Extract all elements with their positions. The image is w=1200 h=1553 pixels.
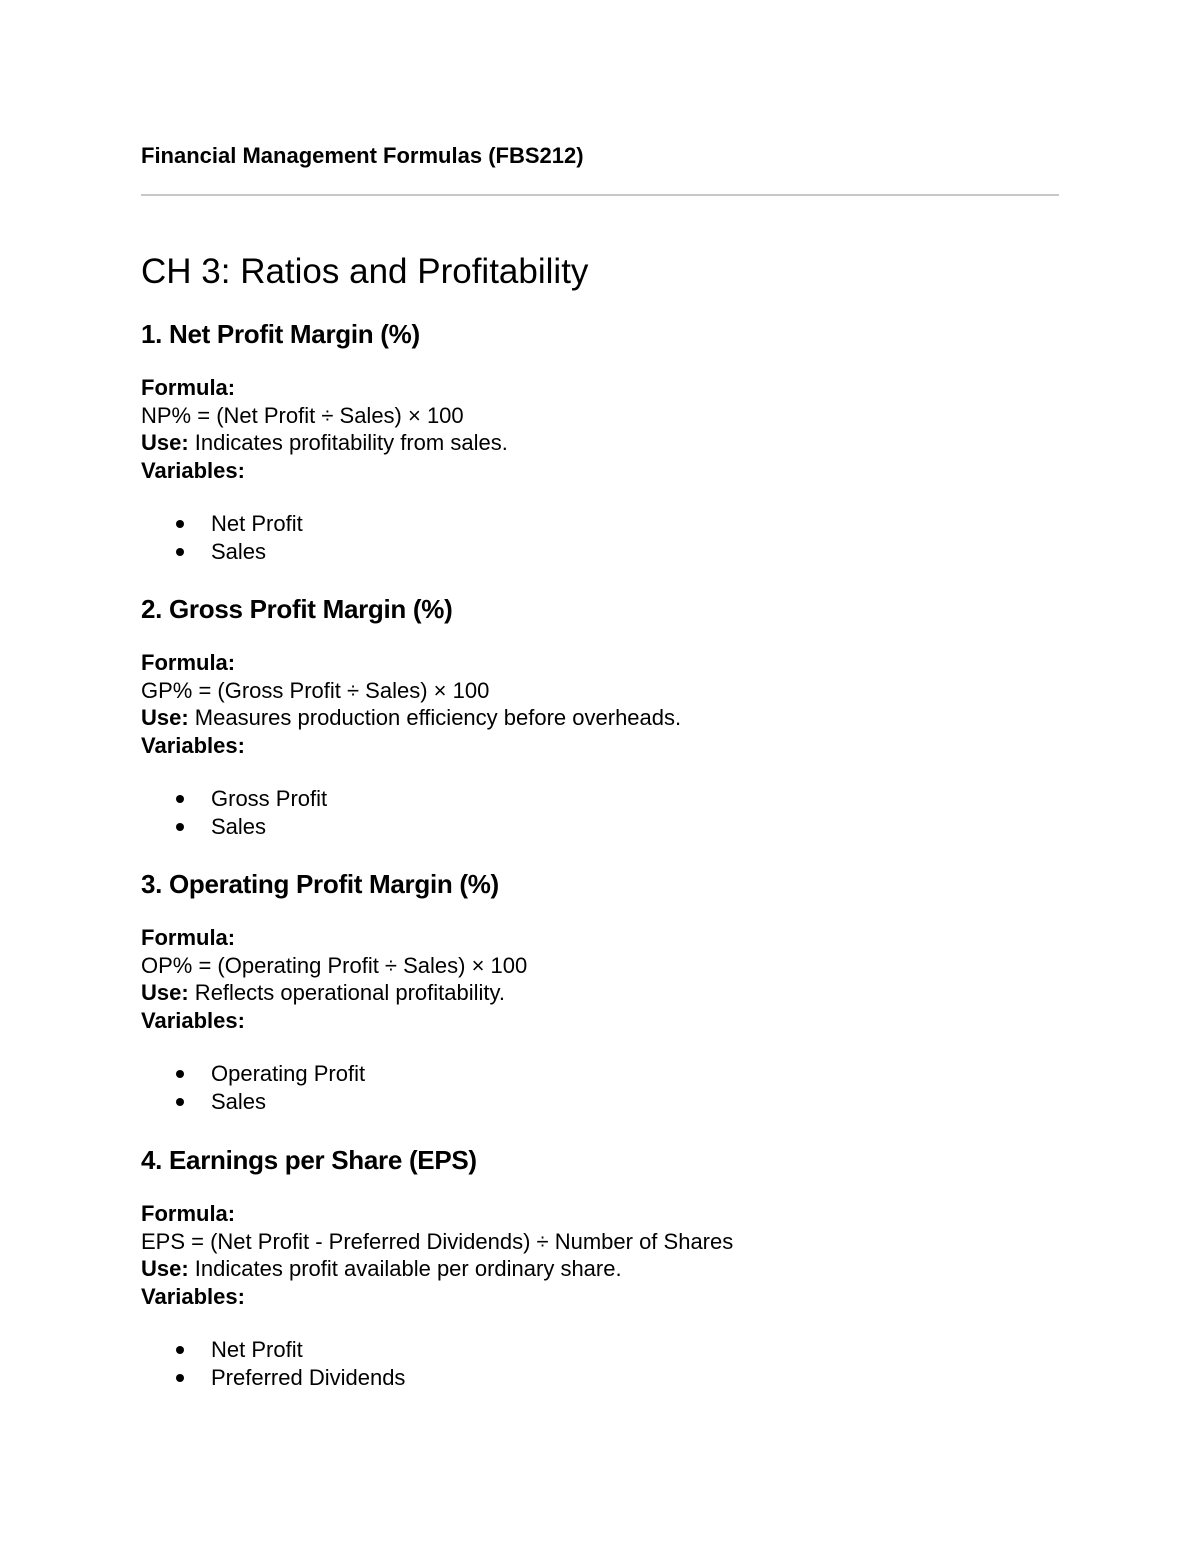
bullet-icon	[176, 823, 184, 831]
section-gross-profit-margin	[141, 593, 1059, 841]
section-title: 1. Net Profit Margin (%)	[141, 319, 420, 349]
variable-text: Net Profit	[211, 511, 303, 536]
variable-text: Sales	[211, 814, 267, 839]
chapter-title: CH 3: Ratios and Profitability	[141, 252, 589, 291]
list-item	[141, 785, 1059, 813]
list-item	[141, 1336, 1059, 1364]
bullet-icon	[176, 795, 184, 803]
bullet-icon	[176, 1374, 184, 1382]
bullet-icon	[176, 548, 184, 556]
variable-text: Gross Profit	[211, 786, 328, 811]
list-item	[141, 538, 1059, 566]
use-text: Indicates profitability from sales.	[188, 430, 508, 455]
list-item	[141, 510, 1059, 538]
formula-label: Formula:	[141, 925, 236, 950]
variable-text: Sales	[211, 1089, 267, 1114]
variable-text: Preferred Dividends	[211, 1365, 406, 1390]
section-title: 2. Gross Profit Margin (%)	[141, 594, 453, 624]
use-text: Measures production efficiency before overheads.	[188, 705, 682, 730]
formula-text: NP% = (Net Profit ÷ Sales) × 100	[141, 402, 464, 428]
section-body	[141, 649, 1059, 759]
variables-list	[141, 1336, 1059, 1392]
use-line	[141, 429, 1059, 457]
bullet-icon	[176, 1346, 184, 1354]
section-net-profit-margin	[141, 318, 1059, 566]
list-item	[141, 1060, 1059, 1088]
use-label: Use:	[141, 1256, 189, 1281]
variables-label: Variables:	[141, 1007, 245, 1033]
variable-text: Sales	[211, 539, 267, 564]
use-text: Reflects operational profitability.	[188, 980, 505, 1005]
document-header: Financial Management Formulas (FBS212)	[141, 143, 584, 168]
header-divider	[141, 194, 1059, 196]
use-label: Use:	[141, 430, 189, 455]
variables-label: Variables:	[141, 1283, 245, 1309]
bullet-icon	[176, 1098, 184, 1106]
use-line	[141, 704, 1059, 732]
variables-label: Variables:	[141, 732, 245, 758]
bullet-icon	[176, 520, 184, 528]
section-body	[141, 374, 1059, 484]
use-line	[141, 979, 1059, 1007]
section-operating-profit-margin	[141, 868, 1059, 1116]
formula-text: EPS = (Net Profit - Preferred Dividends) ÷ Number of Shares	[141, 1228, 734, 1254]
use-text: Indicates profit available per ordinary share.	[188, 1256, 622, 1281]
use-label: Use:	[141, 705, 189, 730]
list-item	[141, 1364, 1059, 1392]
formula-text: GP% = (Gross Profit ÷ Sales) × 100	[141, 677, 490, 703]
list-item	[141, 1088, 1059, 1116]
section-earnings-per-share	[141, 1144, 1059, 1392]
section-title: 3. Operating Profit Margin (%)	[141, 869, 499, 899]
formula-text: OP% = (Operating Profit ÷ Sales) × 100	[141, 952, 528, 978]
use-line	[141, 1255, 1059, 1283]
formula-label: Formula:	[141, 1201, 236, 1226]
variables-list	[141, 1060, 1059, 1116]
formula-label: Formula:	[141, 375, 236, 400]
variables-list	[141, 785, 1059, 841]
variables-list	[141, 510, 1059, 566]
variable-text: Operating Profit	[211, 1061, 366, 1086]
bullet-icon	[176, 1070, 184, 1078]
variable-text: Net Profit	[211, 1337, 303, 1362]
section-title: 4. Earnings per Share (EPS)	[141, 1145, 477, 1175]
section-body	[141, 924, 1059, 1034]
list-item	[141, 813, 1059, 841]
formula-label: Formula:	[141, 650, 236, 675]
section-body	[141, 1200, 1059, 1310]
use-label: Use:	[141, 980, 189, 1005]
variables-label: Variables:	[141, 457, 245, 483]
